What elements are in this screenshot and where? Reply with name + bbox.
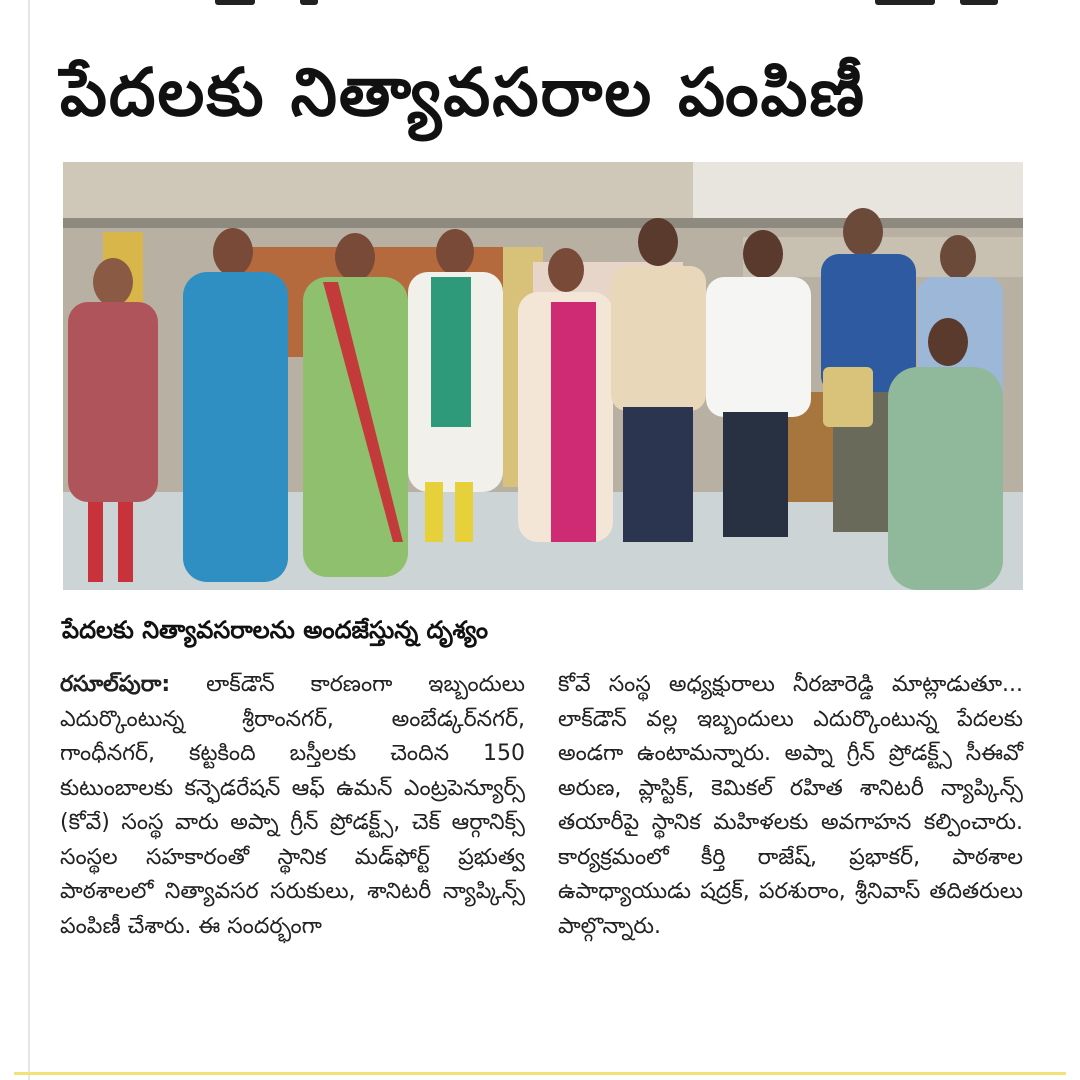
article-column-left [60, 668, 525, 944]
photo-caption: పేదలకు నిత్యావసరాలను అందజేస్తున్న దృశ్యం [62, 616, 489, 644]
article-column-right [558, 668, 1023, 944]
left-margin-rule [28, 0, 30, 1080]
article-body-part-1: లాక్‌డౌన్ కారణంగా ఇబ్బందులు ఎదుర్కొంటున్న శ్రీరాంనగర్, అంబేడ్కర్‌నగర్, గాంధీనగర్, కట్టకింది బస్తీలకు చెందిన 150 కుటుంబాలకు కన్ఫెడరేషన్ ఆఫ్ ఉమన్ ఎంట్రపెన్యూర్స్ (కోవే) సంస్థ వారు అప్నా గ్రీన్ ప్రోడక్ట్స్, చెక్ ఆర్గానిక్స్ సంస్థల సహకారంతో స్థానిక మడ్‌ఫోర్ట్ ప్రభుత్వ పాఠశాలలో నిత్యావసర సరుకులు, శానిటరీ న్యాప్కిన్స్ పంపిణీ చేశారు. ఈ సందర్భంగా [60, 672, 525, 939]
dateline: రసూల్‌పురా: [60, 672, 171, 697]
headline: పేదలకు నిత్యావసరాల పంపిణీ [60, 54, 866, 131]
news-photo [63, 162, 1023, 590]
bottom-accent-rule [14, 1072, 1066, 1075]
cropped-previous-headline [0, 0, 1080, 6]
article-body-part-2: కోవే సంస్థ అధ్యక్షురాలు నీరజారెడ్డి మాట్లాడుతూ... లాక్‌డౌన్ వల్ల ఇబ్బందులు ఎదుర్కొంటున్న పేదలకు అండగా ఉంటామన్నారు. అప్నా గ్రీన్ ప్రోడక్ట్స్ సీఈవో అరుణ, ప్లాస్టిక్, కెమికల్ రహిత శానిటరీ న్యాప్కిన్స్ తయారీపై స్థానిక మహిళలకు అవగాహన కల్పించారు. కార్యక్రమంలో కీర్తి రాజేష్, ప్రభాకర్, పాఠశాల ఉపాధ్యాయుడు షద్రక్, పరశురాం, శ్రీనివాస్ తదితరులు పాల్గొన్నారు. [558, 672, 1023, 939]
